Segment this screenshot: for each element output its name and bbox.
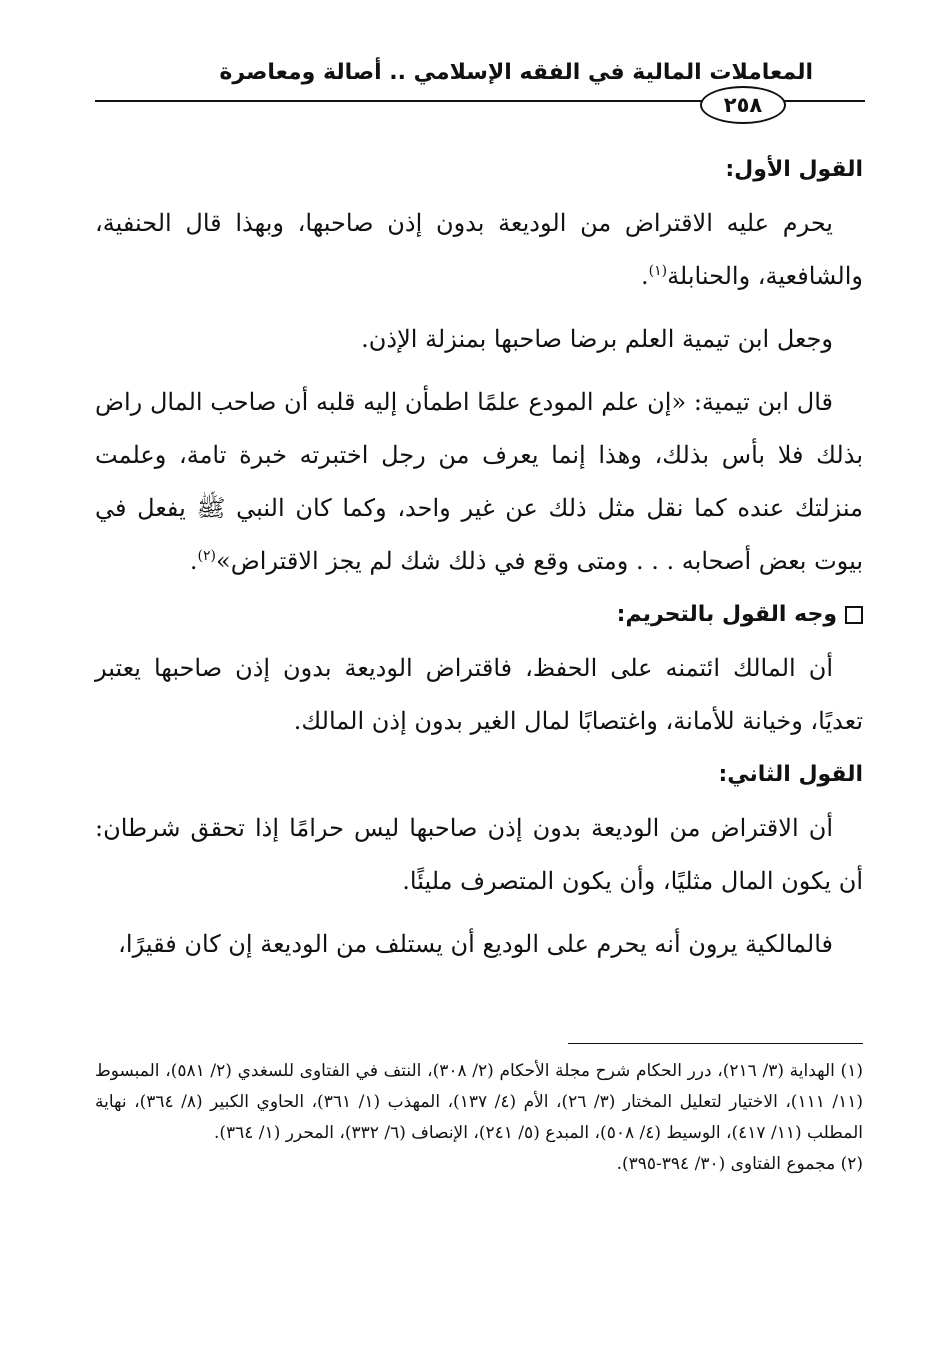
footnote-rule: [568, 1043, 863, 1044]
footnote-2: (٢) مجموع الفتاوى (٣٠/ ٣٩٤-٣٩٥).: [616, 1154, 863, 1174]
footnote-1: (١) الهداية (٣/ ٢١٦)، درر الحكام شرح مجلة الأحكام (٢/ ٣٠٨)، النتف في الفتاوى للسغدي (٢/ ٥٨١)، المبسوط (١١/ ١١١)، الاختيار لتعليل المختار (٣/ ٢٦)، الأم (٤/ ١٣٧)، المهذب (١/ ٣٦١)، الحاوي الكبير (٨/ ٣٦٤)، نهاية المطلب (١١/ ٤١٧)، الوسيط (٤/ ٥٠٨)، المبدع (٥/ ٢٤١)، الإنصاف (٦/ ٣٣٢)، المحرر (١/ ٣٦٤).: [95, 1061, 863, 1143]
heading-first-opinion: القول الأول:: [725, 157, 863, 182]
footnote-ref: (١): [648, 263, 668, 279]
paragraph-ibn-taymiyyah-quote: قال ابن تيمية: «إن علم المودع علمًا اطمأن إليه قلبه أن صاحب المال راض بذلك فلا بأس بذلك، وهذا إنما يعرف من رجل اختبرته خبرة تامة، وعلمت منزلتك عنده كما نقل مثل ذلك عن غير واحد، وكما كان النبي ﷺ يفعل في بيوت بعض أصحابه . . . ومتى وقع في ذلك شك لم يجز الاقتراض»$^{(٢)}$.: [95, 388, 863, 575]
page-number-oval: [700, 86, 786, 124]
heading-reason-prohibition: وجه القول بالتحريم:: [95, 598, 863, 632]
paragraph-prohibition: يحرم عليه الاقتراض من الوديعة بدون إذن صاحبها، وبهذا قال الحنفية، والشافعية، والحنابلة$^{(١)}$.: [95, 209, 863, 290]
checkbox-icon: [845, 606, 863, 624]
footnotes: [95, 1056, 863, 1180]
paragraph-second-opinion: أن الاقتراض من الوديعة بدون إذن صاحبها ليس حرامًا إذا تحقق شرطان: أن يكون المال مثليًا، وأن يكون المتصرف مليئًا.: [95, 814, 863, 895]
paragraph-ibn-taymiyyah-view: وجعل ابن تيمية العلم برضا صاحبها بمنزلة الإذن.: [361, 325, 833, 353]
page-number: ٢٥٨: [723, 93, 763, 117]
footnote-ref: (٢): [197, 548, 217, 564]
running-title: المعاملات المالية في الفقه الإسلامي .. أصالة ومعاصرة: [219, 60, 813, 85]
paragraph-reason: أن المالك ائتمنه على الحفظ، فاقتراض الوديعة بدون إذن صاحبها يعتبر تعديًا، وخيانة للأمانة، واغتصابًا لمال الغير بدون إذن المالك.: [95, 654, 863, 735]
paragraph-malikis: فالمالكية يرون أنه يحرم على الوديع أن يستلف من الوديعة إن كان فقيرًا،: [118, 930, 833, 958]
body-text: [95, 143, 863, 981]
heading-second-opinion: القول الثاني:: [718, 762, 863, 787]
